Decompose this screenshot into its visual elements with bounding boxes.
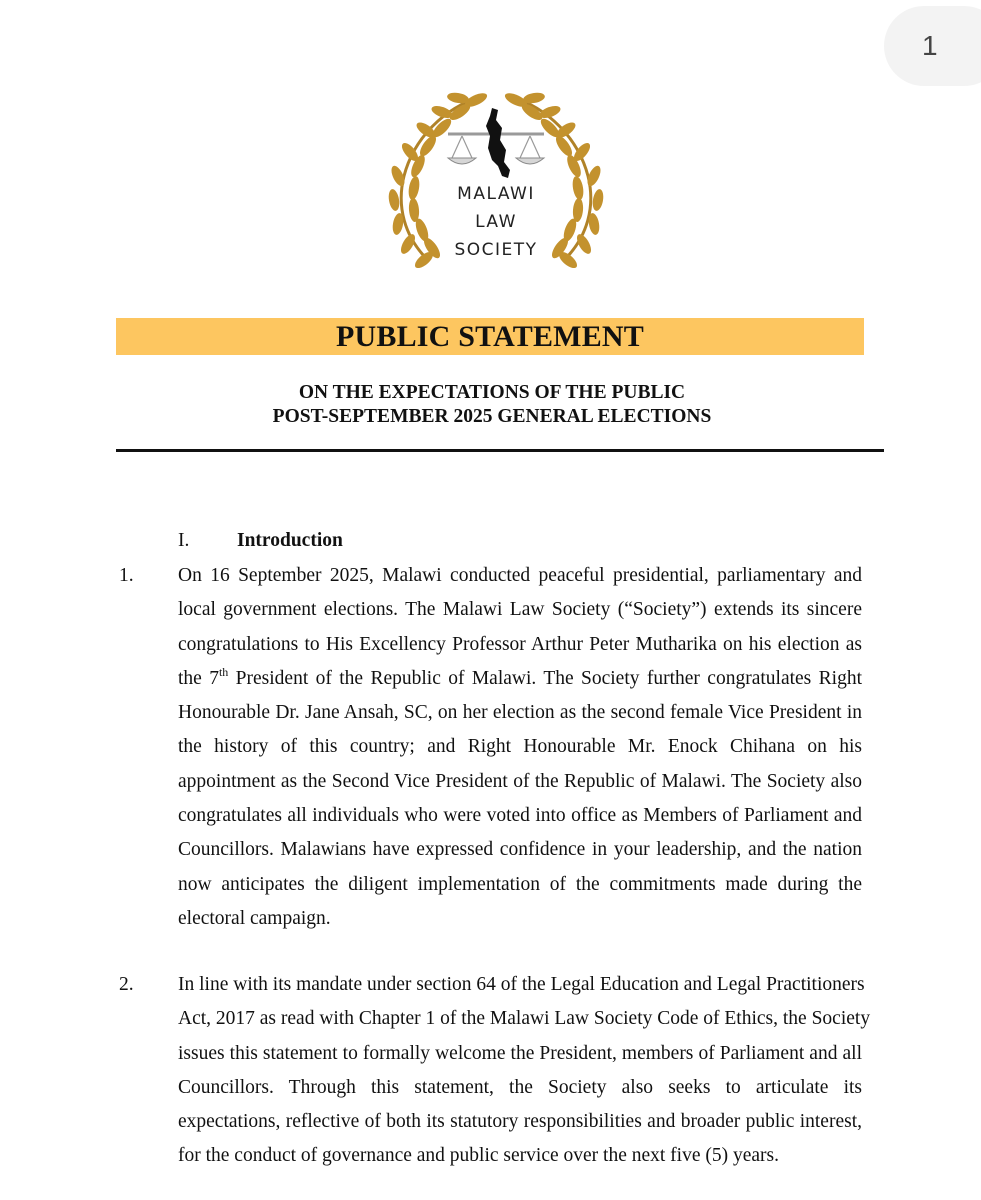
text-run: President of the Republic of Malawi. The Society further congratulates Right (228, 667, 862, 689)
page-number-indicator (884, 6, 981, 86)
paragraph-line: congratulates all individuals who were voted into office as Members of Parliament and (178, 805, 862, 827)
subtitle-line-1: ON THE EXPECTATIONS OF THE PUBLIC (298, 382, 686, 403)
paragraph-line: Act, 2017 as read with Chapter 1 of the Malawi Law Society Code of Ethics, the Society (178, 1008, 871, 1030)
paragraph-line: the history of this country; and Right Honourable Mr. Enock Chihana on his (178, 736, 862, 758)
logo-line-law: LAW (475, 212, 517, 232)
paragraph-line: Councillors. Through this statement, the Society also seeks to articulate its (178, 1076, 862, 1098)
paragraph-line: for the conduct of governance and public service over the next five (5) years. (178, 1145, 779, 1167)
paragraph-line: Honourable Dr. Jane Ansah, SC, on her election as the second female Vice President in (178, 702, 862, 724)
paragraph-line: On 16 September 2025, Malawi conducted peaceful presidential, parliamentary and (178, 565, 862, 586)
paragraph-line: electoral campaign. (178, 907, 331, 929)
paragraph-line: local government elections. The Malawi Law Society (“Society”) extends its sincere (178, 599, 862, 621)
paragraph-line: expectations, reflective of both its statutory responsibilities and broader public interest, (178, 1111, 862, 1133)
paragraph-line: Councillors. Malawians have expressed confidence in your leadership, and the nation (178, 839, 862, 861)
banner-title: PUBLIC STATEMENT (336, 320, 644, 353)
paragraph-line (178, 664, 862, 701)
text-run: the 7 (178, 667, 219, 689)
header-divider (116, 449, 884, 452)
paragraph-line: appointment as the Second Vice President of the Republic of Malawi. The Society also (178, 770, 862, 792)
ordinal-superscript: th (218, 664, 229, 679)
paragraph-line: In line with its mandate under section 64 of the Legal Education and Legal Practitioners (178, 974, 865, 995)
paragraph-2 (178, 973, 871, 1179)
section-numeral: I. (178, 530, 190, 551)
paragraph-number: 2. (119, 974, 134, 995)
paragraph-number: 1. (119, 565, 134, 586)
logo-line-society: SOCIETY (454, 240, 538, 260)
malawi-law-society-logo (384, 86, 608, 270)
subtitle-line-2: POST-SEPTEMBER 2025 GENERAL ELECTIONS (272, 406, 712, 427)
section-heading: Introduction (237, 530, 343, 551)
logo-line-malawi: MALAWI (457, 184, 535, 204)
paragraph-line: congratulations to His Excellency Professor Arthur Peter Mutharika on his election as (178, 633, 862, 655)
paragraph-line: now anticipates the diligent implementation of the commitments made during the (178, 873, 862, 895)
paragraph-1 (178, 564, 862, 941)
paragraph-line: issues this statement to formally welcome the President, members of Parliament and all (178, 1042, 862, 1064)
public-statement-banner (116, 318, 864, 355)
malawi-map-icon (486, 108, 510, 178)
page-number: 1 (922, 30, 938, 61)
